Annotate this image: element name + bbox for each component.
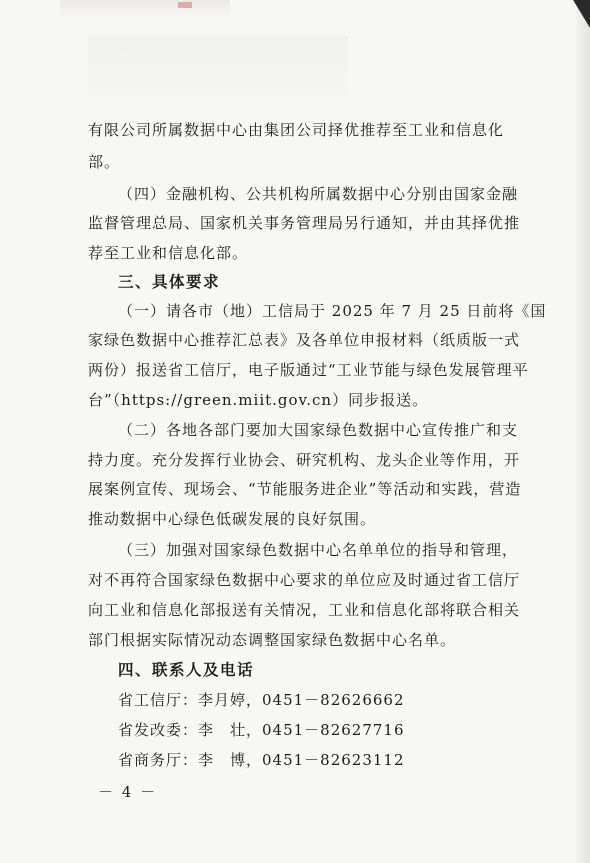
text-line: 向工业和信息化部报送有关情况，工业和信息化部将联合相关 [88, 601, 521, 619]
scan-artifact [60, 0, 230, 18]
text-line: 部门根据实际情况动态调整国家绿色数据中心名单。 [88, 631, 457, 649]
text-line: 对不再符合国家绿色数据中心要求的单位应及时通过省工信厅 [88, 571, 521, 589]
section-heading: 四、联系人及电话 [118, 661, 255, 679]
text-line: 部。 [88, 153, 121, 171]
text-line: （二）各地各部门要加大国家绿色数据中心宣传推广和支 [118, 421, 519, 439]
scan-edge [576, 0, 590, 863]
text-line: 监督管理总局、国家机关事务管理局另行通知，并由其择优推 [88, 214, 521, 232]
section-heading: 三、具体要求 [118, 273, 221, 291]
text-line: 持力度。充分发挥行业协会、研究机构、龙头企业等作用，开 [88, 451, 521, 469]
contact-line: 省商务厅：李 博，0451－82623112 [118, 751, 405, 769]
scan-artifact [88, 36, 348, 116]
text-line: （四）金融机构、公共机构所属数据中心分别由国家金融 [118, 185, 519, 203]
text-line: （一）请各市（地）工信局于 2025 年 7 月 25 日前将《国 [118, 302, 547, 320]
contact-line: 省发改委：李 壮，0451－82627716 [118, 721, 405, 739]
text-line: 有限公司所属数据中心由集团公司择优推荐至工业和信息化 [88, 121, 505, 139]
text-line: 家绿色数据中心推荐汇总表》及各单位申报材料（纸质版一式 [88, 331, 521, 349]
scan-artifact [178, 2, 192, 8]
text-line: （三）加强对国家绿色数据中心名单单位的指导和管理， [118, 541, 519, 559]
text-line: 两份）报送省工信厅，电子版通过“工业节能与绿色发展管理平 [88, 361, 529, 379]
page-number: － 4 － [98, 783, 158, 801]
text-line: 荐至工业和信息化部。 [88, 244, 249, 262]
text-line: 展案例宣传、现场会、“节能服务进企业”等活动和实践，营造 [88, 480, 522, 498]
text-line: 台”（https://green.miit.gov.cn）同步报送。 [88, 391, 429, 409]
contact-line: 省工信厅：李月婷，0451－82626662 [118, 691, 405, 709]
text-line: 推动数据中心绿色低碳发展的良好氛围。 [88, 510, 377, 528]
